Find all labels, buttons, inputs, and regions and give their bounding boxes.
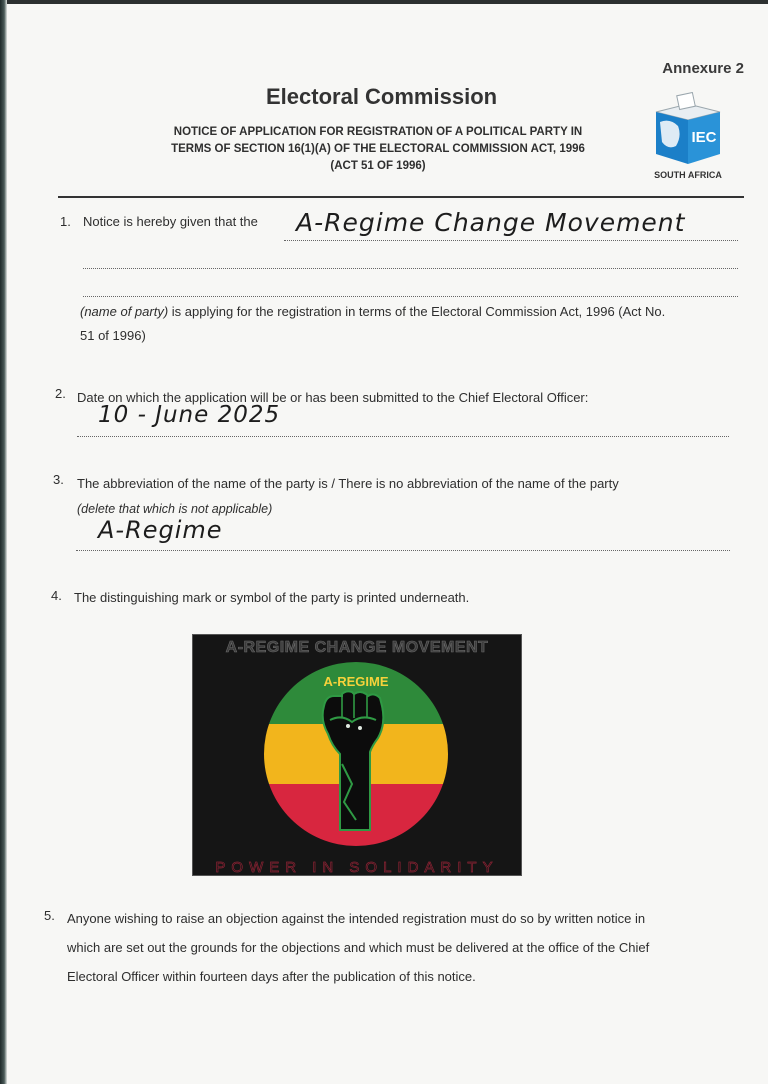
item-5-number: 5. <box>44 908 55 923</box>
item-1-text-line-2: 51 of 1996) <box>80 328 146 343</box>
item-5-line-3: Electoral Officer within fourteen days after the publication of this notice. <box>67 969 476 984</box>
name-of-party-note: (name of party) <box>80 304 169 319</box>
item-2-text: Date on which the application will be or has been submitted to the Chief Electoral Officer: <box>77 390 589 405</box>
iec-logo <box>650 92 726 168</box>
subtitle-line-3: (ACT 51 OF 1996) <box>330 160 426 172</box>
page-title: Electoral Commission <box>266 84 498 109</box>
item-1-text-line-1: is applying for the registration in terms of the Electoral Commission Act, 1996 (Act No. <box>168 304 666 319</box>
handwritten-party-name: A-Regime Change Movement <box>296 208 686 237</box>
subtitle-line-1: NOTICE OF APPLICATION FOR REGISTRATION OF A POLITICAL PARTY IN <box>173 126 583 138</box>
item-5-text <box>67 904 727 991</box>
item-4-text: The distinguishing mark or symbol of the party is printed underneath. <box>74 590 470 605</box>
header-divider <box>58 196 744 198</box>
handwritten-date: 10 - June 2025 <box>98 402 281 428</box>
handwritten-abbreviation: A-Regime <box>98 516 223 544</box>
emblem-motto-text: POWER IN SOLIDARITY <box>215 859 499 876</box>
party-name-line-1 <box>284 240 738 241</box>
party-emblem <box>192 634 522 876</box>
item-1-prefix: Notice is hereby given that the <box>83 214 258 229</box>
subtitle-line-2: TERMS OF SECTION 16(1)(A) OF THE ELECTORAL COMMISSION ACT, 1996 <box>171 143 585 155</box>
item-5-line-2: which are set out the grounds for the objections and which must be delivered at the office of the Chief <box>67 940 650 955</box>
scan-top-edge <box>0 0 768 4</box>
logo-text: IEC <box>691 129 717 146</box>
notice-subtitle <box>150 124 606 175</box>
party-name-line-3 <box>83 296 738 297</box>
item-3-text: The abbreviation of the name of the party is / There is no abbreviation of the name of the party <box>77 476 619 491</box>
item-3-number: 3. <box>53 472 64 487</box>
item-1-description <box>80 300 740 348</box>
item-2-number: 2. <box>55 386 66 401</box>
annexure-label: Annexure 2 <box>662 60 744 77</box>
abbreviation-line <box>76 550 730 551</box>
item-4-number: 4. <box>51 588 62 603</box>
item-5-line-1: Anyone wishing to raise an objection against the intended registration must do so by written notice in <box>67 911 646 926</box>
party-name-line-2 <box>83 268 738 269</box>
date-line <box>77 436 729 437</box>
logo-caption: SOUTH AFRICA <box>654 170 722 180</box>
emblem-banner-text: A-REGIME CHANGE MOVEMENT <box>225 639 489 656</box>
emblem-badge-text: A-REGIME <box>323 674 389 689</box>
scan-left-edge <box>0 0 7 1084</box>
item-3-note: (delete that which is not applicable) <box>77 502 273 516</box>
item-1-number: 1. <box>60 214 71 229</box>
